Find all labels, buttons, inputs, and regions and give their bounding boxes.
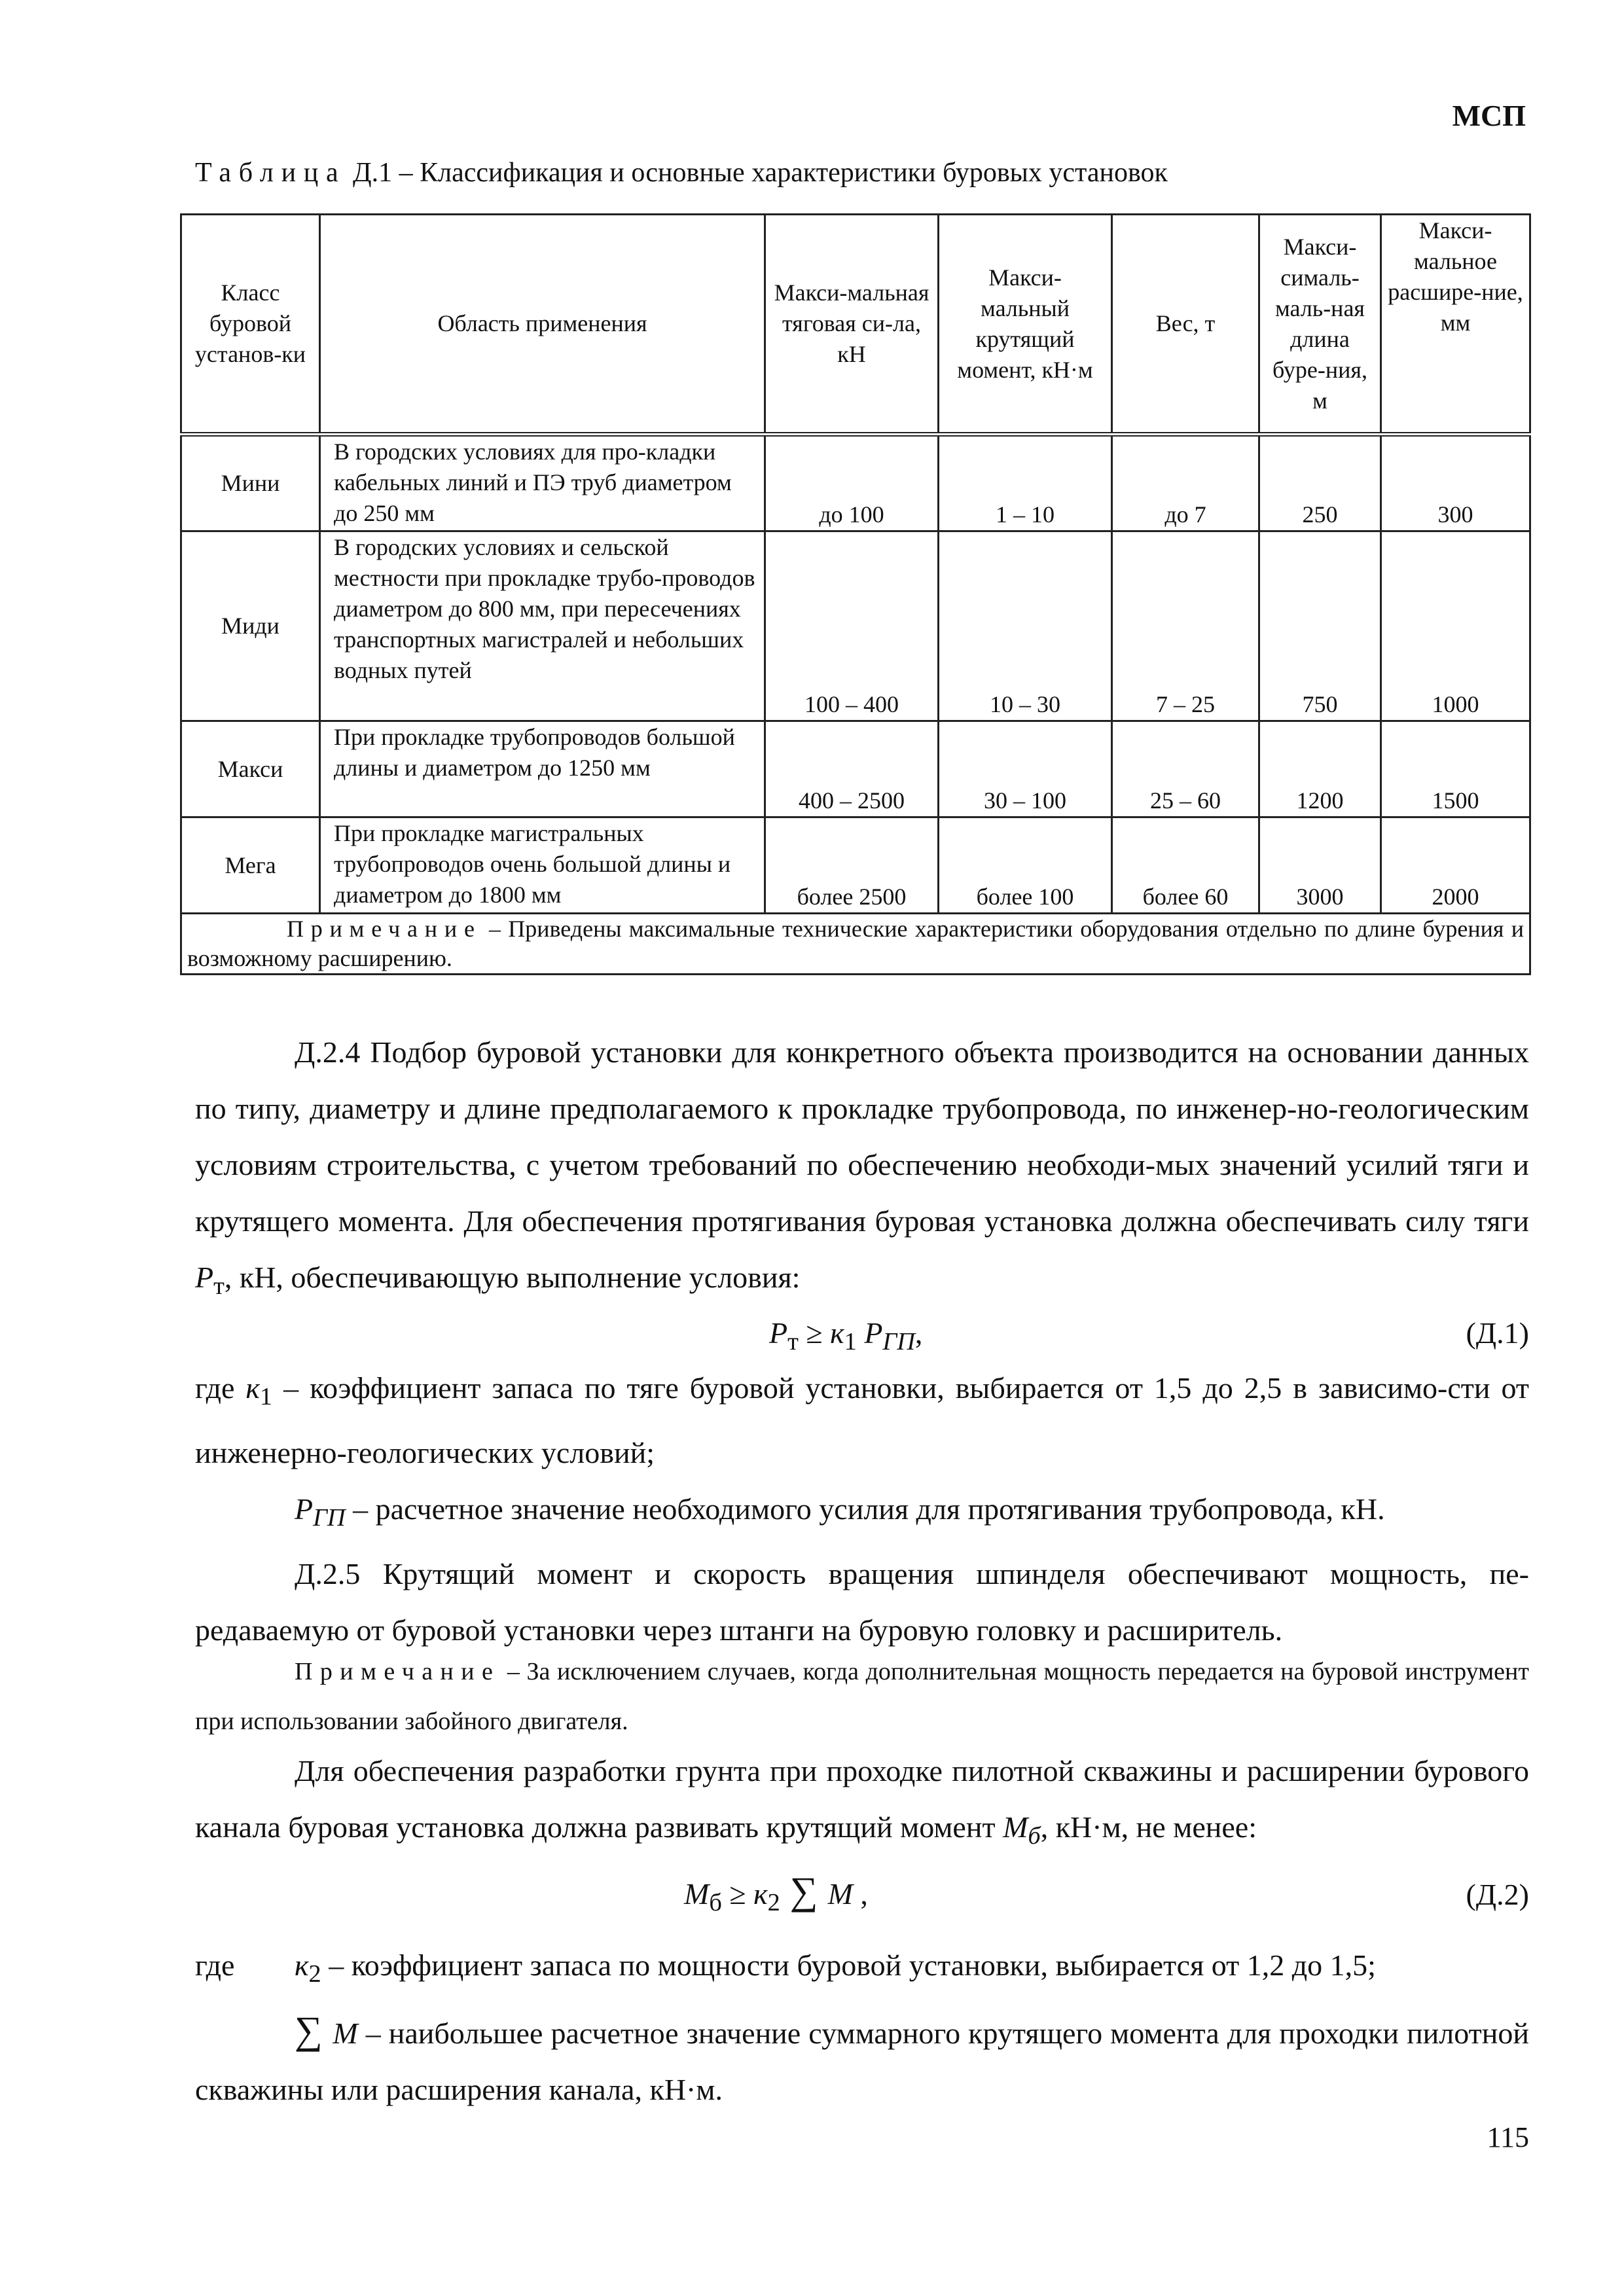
cell-weight: до 7 [1112, 435, 1259, 531]
paragraph-d24-end: , кН, обеспечивающую выполнение условия: [224, 1261, 801, 1294]
cell-torque: 30 – 100 [939, 721, 1112, 817]
cell-torque: более 100 [939, 817, 1112, 914]
table-row [181, 721, 1530, 817]
cell-area: При прокладке трубопроводов большой длины и диаметром до 1250 мм [320, 721, 765, 817]
document-code: МСП [1452, 99, 1526, 132]
cell-force: до 100 [765, 435, 939, 531]
cell-length: 250 [1259, 435, 1381, 531]
f2-comma: , [852, 1877, 868, 1910]
paragraph-d25: Д.2.5 Крутящий момент и скорость вращения шпинделя обеспечивают мощность, пе-редаваемую от буровой установки через штанги на буровую головку и расширитель. [195, 1557, 1529, 1647]
var-p-sub: т [213, 1272, 225, 1300]
paragraph-d24 [195, 1024, 1529, 1314]
table-note [181, 914, 1530, 975]
header-class: Класс буровой установ-ки [181, 215, 320, 435]
table-caption-label: Таблица [195, 158, 346, 188]
cell-force: более 2500 [765, 817, 939, 914]
table-row [181, 531, 1530, 721]
paragraph-torque-end: , кН·м, не менее: [1040, 1810, 1257, 1844]
note2-label: Примечание [295, 1658, 501, 1685]
where1-k-sub: 1 [259, 1383, 273, 1411]
formula-number-d2: (Д.2) [1466, 1878, 1529, 1911]
sum-text: – наибольшее расчетное значение суммарного крутящего момента для проходки пилотной скважины или расширения канала, кН·м. [195, 2017, 1529, 2107]
formula-d2 [684, 1869, 868, 1917]
table-caption-text: Д.1 – Классификация и основные характеристики буровых установок [352, 158, 1168, 188]
f1-k: к [830, 1316, 844, 1350]
formula-number-d1: (Д.1) [1466, 1316, 1529, 1350]
where1-label: где [195, 1371, 246, 1405]
formula-d1 [769, 1316, 922, 1356]
paragraph-torque [195, 1743, 1529, 1864]
table-header-row [181, 215, 1530, 435]
cell-area: В городских условиях и сельской местности при прокладке трубо-проводов диаметром до 800 мм, при пересечениях транспортных магистралей и небольших водных путей [320, 531, 765, 721]
f1-rhs: P [856, 1316, 883, 1350]
sum-symbol: ∑ [295, 2009, 333, 2053]
cell-class: Миди [181, 531, 320, 721]
where2-k: к [295, 1948, 309, 1982]
f1-p-sub: т [787, 1328, 799, 1356]
note-2 [195, 1647, 1529, 1746]
where-block-1 [195, 1360, 1529, 1659]
where2-text: – коэффициент запаса по мощности буровой установки, выбирается от 1,2 до 1,5; [321, 1948, 1376, 1982]
cell-force: 100 – 400 [765, 531, 939, 721]
cell-expansion: 2000 [1381, 817, 1530, 914]
where1-text: – коэффициент запаса по тяге буровой установки, выбирается от 1,5 до 2,5 в зависимо-сти от инженерно-геологических условий; [195, 1371, 1529, 1470]
f2-k: к [753, 1877, 768, 1910]
sum-var: М [333, 2017, 358, 2051]
cell-area: В городских условиях для про-кладки кабельных линий и ПЭ труб диаметром до 250 мм [320, 435, 765, 531]
table-note-text: – Приведены максимальные технические характеристики оборудования отдельно по длине бурения и возможному расширению. [187, 916, 1524, 971]
header-weight: Вес, т [1112, 215, 1259, 435]
paragraph-torque-text: Для обеспечения разработки грунта при проходке пилотной скважины и расширении бурового канала буровая установка должна развивать крутящий момент [195, 1754, 1529, 1844]
cell-class: Мини [181, 435, 320, 531]
var-m: М [1003, 1810, 1028, 1844]
cell-length: 1200 [1259, 721, 1381, 817]
table-note-row [181, 914, 1530, 975]
var-m-sub: б [1028, 1822, 1041, 1850]
f2-m: М [684, 1877, 710, 1910]
where-block-2 [195, 1937, 1529, 2118]
f1-rhs-sub: ГП [882, 1328, 915, 1356]
pgp-text: – расчетное значение необходимого усилия для протягивания трубопровода, кН. [345, 1492, 1385, 1526]
cell-class: Макси [181, 721, 320, 817]
note2-text: – За исключением случаев, когда дополнительная мощность передается на буровой инструмент при использовании забойного двигателя. [195, 1658, 1529, 1735]
header-length: Макси-сималь-маль-ная длина буре-ния, м [1259, 215, 1381, 435]
cell-expansion: 1000 [1381, 531, 1530, 721]
var-p: P [195, 1261, 214, 1294]
f1-comma: , [914, 1316, 923, 1350]
pgp-var: P [295, 1492, 314, 1526]
where2-label: где [195, 1948, 235, 1982]
where2-k-sub: 2 [308, 1960, 321, 1988]
f2-k-sub: 2 [767, 1889, 780, 1917]
classification-table [180, 213, 1531, 975]
cell-torque: 1 – 10 [939, 435, 1112, 531]
f1-op: ≥ [798, 1316, 831, 1350]
f2-op: ≥ [721, 1877, 754, 1910]
page-number: 115 [1487, 2121, 1529, 2153]
f2-m-sub: б [709, 1889, 722, 1917]
table-note-label: Примечание [287, 916, 482, 942]
where1-k: к [245, 1371, 260, 1405]
cell-class: Мега [181, 817, 320, 914]
cell-expansion: 300 [1381, 435, 1530, 531]
header-area: Область применения [320, 215, 765, 435]
paragraph-d24-text: Д.2.4 Подбор буровой установки для конкретного объекта производится на основании данных по типу, диаметру и длине предполагаемого к прокладке трубопровода, по инженер-но-геологическим условиям строительства, с учетом требований по обеспечению необходи-мых значений усилий тяги и крутящего момента. Для обеспечения протягивания буровая установка должна обеспечивать силу тяги [195, 1035, 1529, 1238]
cell-length: 3000 [1259, 817, 1381, 914]
pgp-sub: ГП [313, 1504, 346, 1532]
cell-torque: 10 – 30 [939, 531, 1112, 721]
cell-force: 400 – 2500 [765, 721, 939, 817]
f2-sum: ∑ [780, 1869, 828, 1912]
f2-rhs: М [827, 1877, 853, 1910]
header-force: Макси-мальная тяговая си-ла, кН [765, 215, 939, 435]
cell-expansion: 1500 [1381, 721, 1530, 817]
cell-area: При прокладке магистральных трубопроводов очень большой длины и диаметром до 1800 мм [320, 817, 765, 914]
cell-length: 750 [1259, 531, 1381, 721]
table-row [181, 435, 1530, 531]
cell-weight: более 60 [1112, 817, 1259, 914]
cell-weight: 7 – 25 [1112, 531, 1259, 721]
header-expansion: Макси-мальное расшире-ние, мм [1381, 215, 1530, 435]
cell-weight: 25 – 60 [1112, 721, 1259, 817]
header-torque: Макси-мальный крутящий момент, кН·м [939, 215, 1112, 435]
f1-p: P [769, 1316, 788, 1350]
table-row [181, 817, 1530, 914]
table-caption [195, 157, 1168, 188]
f1-k-sub: 1 [844, 1328, 857, 1356]
